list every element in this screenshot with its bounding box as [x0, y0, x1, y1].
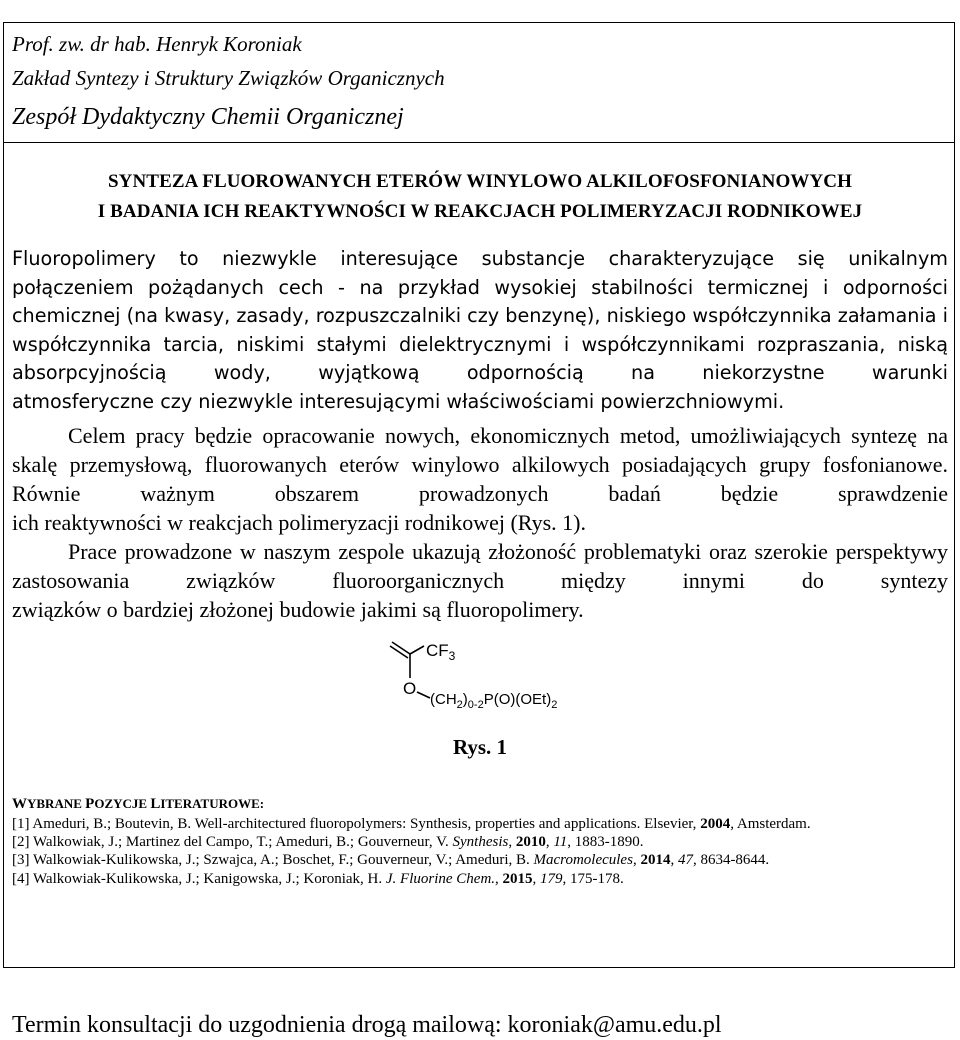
- paragraph-line: Fluoropolimery to niezwykle interesujące substancje charakteryzujące się unikalnym: [12, 247, 948, 270]
- cf3-label: $CF_3$: [426, 641, 456, 663]
- paragraph-line: grupy fosfonianowe. Równie ważnym obszarem prowadzonych badań będzie sprawdzenie: [12, 452, 949, 506]
- reference-item: [1] Ameduri, B.; Boutevin, B. Well-architectured fluoropolymers: Synthesis, properties and applications. Elsevier, 2004, Amsterdam.: [12, 816, 811, 832]
- references-heading: WYBRANE POZYCJE LITERATUROWE:: [12, 796, 265, 812]
- paragraph-line: związków o bardziej złożonej budowie jakimi są fluoropolimery.: [12, 597, 584, 622]
- figure-caption: Rys. 1: [452, 735, 508, 759]
- department-name: Zakład Syntezy i Struktury Związków Organicznych: [12, 66, 445, 90]
- paragraph-line: Prace prowadzone w naszym zespole ukazują złożoność problematyki oraz szerokie: [68, 539, 828, 564]
- paragraph-line: Celem pracy będzie opracowanie nowych, ekonomicznych metod, umożliwiających: [68, 423, 841, 448]
- paragraph-line: połączeniem pożądanych cech - na przykład wysokiej stabilności termicznej i odporności: [12, 275, 948, 299]
- paragraph-line: syntezę na skalę przemysłową, fluorowanych eterów winylowo alkilowych posiadających: [12, 423, 949, 477]
- reference-item: [3] Walkowiak-Kulikowska, J.; Szwajca, A.; Boschet, F.; Gouverneur, V.; Ameduri, B. Macromolecules, 2014, 47, 8634-8644.: [12, 852, 770, 868]
- consultation-note: Termin konsultacji do uzgodnienia drogą mailową: koroniak@amu.edu.pl: [12, 1012, 722, 1038]
- reference-item: [2] Walkowiak, J.; Martinez del Campo, T.; Ameduri, B.; Gouverneur, V. Synthesis, 2010, 11, 1883-1890.: [12, 834, 644, 850]
- paragraph-line: ich reaktywności w reakcjach polimeryzacji rodnikowej (Rys. 1).: [12, 510, 586, 535]
- paragraph-line: atmosferyczne czy niezwykle interesującymi właściwościami powierzchniowymi.: [12, 389, 785, 413]
- paragraph-line: perspektywy zastosowania związków fluoroorganicznych między innymi do syntezy: [12, 539, 949, 593]
- paragraph-goal: [12, 421, 948, 537]
- paragraph-line: chemicznej (na kwasy, zasady, rozpuszczalniki czy benzynę), niskiego współczynnika: [12, 304, 832, 328]
- phosphonate-chain-label: $(CH_2)_{0-2}P(O)(OEt)_2$: [430, 691, 558, 711]
- paragraph-perspective: [12, 537, 948, 624]
- reference-item: [4] Walkowiak-Kulikowska, J.; Kanigowska, J.; Koroniak, H. J. Fluorine Chem., 2015, 179, 175-178.: [12, 871, 624, 887]
- paragraph-line: rozpraszania, niską absorpcyjnością wody, wyjątkową odpornością na niekorzystne warunki: [12, 332, 948, 385]
- author-name: Prof. zw. dr hab. Henryk Koroniak: [12, 32, 302, 56]
- team-name: Zespół Dydaktyczny Chemii Organicznej: [12, 104, 404, 130]
- topic-title-line-1: SYNTEZA FLUOROWANYCH ETERÓW WINYLOWO ALKILOFOSFONIANOWYCH: [108, 171, 852, 192]
- paragraph-intro: [12, 245, 948, 417]
- chemical-structure-figure: [380, 636, 620, 716]
- topic-title-line-2: I BADANIA ICH REAKTYWNOŚCI W REAKCJACH POLIMERYZACJI RODNIKOWEJ: [97, 201, 863, 222]
- oxygen-label: O: [403, 679, 417, 698]
- paragraph-line: załamania i współczynnika tarcia, niskimi stałymi dielektrycznymi i współczynnikami: [12, 304, 948, 356]
